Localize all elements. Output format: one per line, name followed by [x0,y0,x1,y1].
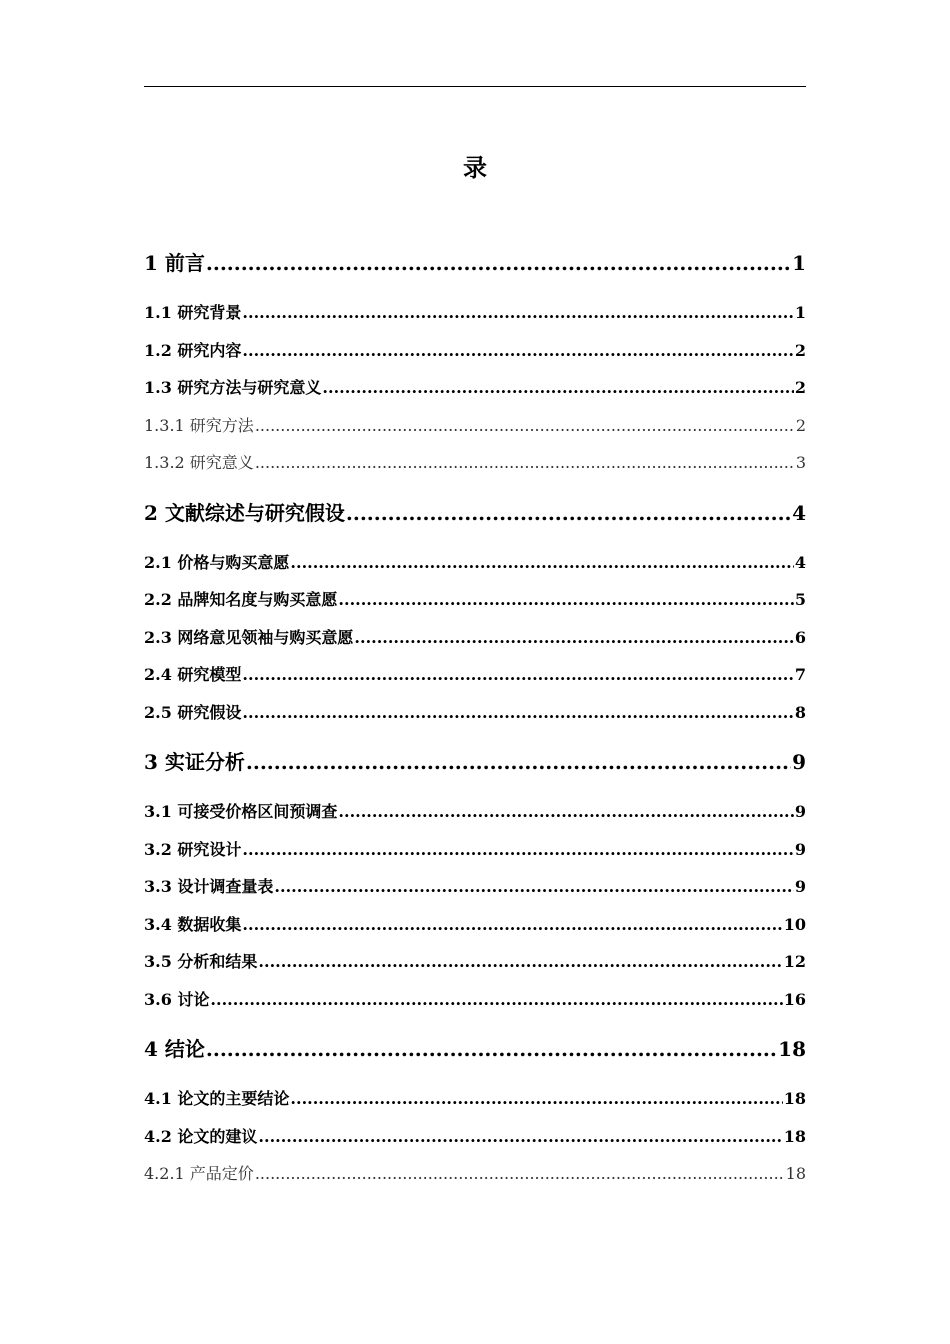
toc-page-number: 18 [783,1089,806,1108]
toc-entry-label: 3.6 讨论 [144,989,210,1009]
toc-entry-label: 1 前言 [144,251,205,275]
toc-page-number: 2 [794,340,806,360]
toc-entry-level-1[interactable] [144,1026,806,1072]
toc-page-number: 18 [778,1037,806,1061]
toc-page-number: 9 [794,839,806,859]
toc-entry-label: 3.4 数据收集 [144,914,242,934]
toc-dot-leader [346,490,791,536]
toc-entry-level-2[interactable] [144,1118,806,1156]
toc-page-number: 5 [794,590,806,609]
toc-dot-leader [255,407,795,445]
toc-entry-level-3[interactable] [144,1155,806,1193]
toc-entry-label: 2.2 品牌知名度与购买意愿 [144,590,338,609]
toc-entry-level-2[interactable] [144,581,806,619]
toc-dot-leader [255,444,795,482]
toc-entry-level-2[interactable] [144,868,806,906]
toc-page-number: 10 [783,914,806,934]
toc-entry-level-3[interactable] [144,407,806,445]
toc-page-number: 2 [794,378,806,397]
toc-page-number: 7 [794,665,806,684]
toc-entry-label: 3 实证分析 [144,750,245,774]
toc-page-number: 1 [794,303,806,322]
toc-entry-level-2[interactable] [144,369,806,407]
toc-entry-level-2[interactable] [144,694,806,732]
toc-dot-leader [206,240,791,286]
toc-entry-label: 2.5 研究假设 [144,702,242,722]
toc-entry-level-2[interactable] [144,294,806,332]
toc-dot-leader [290,544,793,582]
toc-page-number: 18 [783,1126,806,1146]
toc-entry-level-1[interactable] [144,739,806,785]
toc-entry-label: 4 结论 [144,1037,205,1061]
toc-dot-leader [242,656,793,694]
toc-entry-label: 1.3.2 研究意义 [144,453,254,472]
toc-dot-leader [274,868,793,906]
toc-entry-level-1[interactable] [144,240,806,286]
toc-dot-leader [246,739,791,785]
toc-dot-leader [210,981,782,1019]
toc-entry-level-2[interactable] [144,906,806,944]
toc-page-number: 18 [785,1164,806,1183]
toc-dot-leader [242,831,793,869]
toc-page-number: 12 [783,952,806,971]
toc-dot-leader [354,619,793,657]
toc-entry-level-2[interactable] [144,656,806,694]
toc-page-number: 2 [795,415,806,435]
toc-entry-label: 1.1 研究背景 [144,303,242,322]
toc-entry-label: 4.1 论文的主要结论 [144,1089,290,1108]
toc-entry-level-2[interactable] [144,981,806,1019]
toc-dot-leader [258,943,782,981]
toc-page-number: 9 [794,802,806,821]
toc-page-number: 9 [794,877,806,896]
toc-entry-label: 2.3 网络意见领袖与购买意愿 [144,627,354,647]
toc-entry-label: 2.4 研究模型 [144,665,242,684]
toc-title: 录 [463,153,487,182]
toc-entry-label: 3.2 研究设计 [144,839,242,859]
toc-entry-level-2[interactable] [144,1080,806,1118]
toc-entry-label: 1.2 研究内容 [144,340,242,360]
toc-entry-level-3[interactable] [144,444,806,482]
toc-dot-leader [338,793,793,831]
toc-page-number: 16 [783,989,806,1009]
toc-entry-level-2[interactable] [144,943,806,981]
toc-entry-label: 2.1 价格与购买意愿 [144,552,290,572]
toc-entry-label: 4.2 论文的建议 [144,1126,258,1146]
toc-page-number: 4 [792,500,806,525]
toc-entry-level-2[interactable] [144,544,806,582]
toc-entry-level-2[interactable] [144,831,806,869]
toc-page-number: 1 [792,251,806,275]
toc-page-number: 4 [794,552,806,572]
toc-dot-leader [242,332,793,370]
toc-dot-leader [258,1118,782,1156]
toc-entry-level-2[interactable] [144,332,806,370]
toc-dot-leader [255,1155,785,1193]
toc-entry-label: 4.2.1 产品定价 [144,1164,254,1183]
toc-entry-label: 3.5 分析和结果 [144,952,258,971]
toc-page-number: 3 [795,453,806,472]
header-rule [144,86,806,87]
toc-entry-level-2[interactable] [144,793,806,831]
toc-entry-level-1[interactable] [144,490,806,536]
table-of-contents [144,240,806,1193]
toc-dot-leader [290,1080,782,1118]
toc-entry-label: 1.3.1 研究方法 [144,415,254,435]
toc-dot-leader [242,294,793,332]
toc-entry-level-2[interactable] [144,619,806,657]
toc-page-number: 8 [794,702,806,722]
toc-page-number: 6 [794,627,806,647]
toc-dot-leader [338,581,793,619]
toc-dot-leader [242,694,793,732]
toc-entry-label: 1.3 研究方法与研究意义 [144,378,322,397]
toc-page-number: 9 [792,750,806,774]
toc-dot-leader [322,369,793,407]
toc-dot-leader [242,906,782,944]
toc-entry-label: 3.1 可接受价格区间预调查 [144,802,338,821]
toc-dot-leader [206,1026,777,1072]
toc-entry-label: 3.3 设计调查量表 [144,877,274,896]
toc-entry-label: 2 文献综述与研究假设 [144,500,345,525]
